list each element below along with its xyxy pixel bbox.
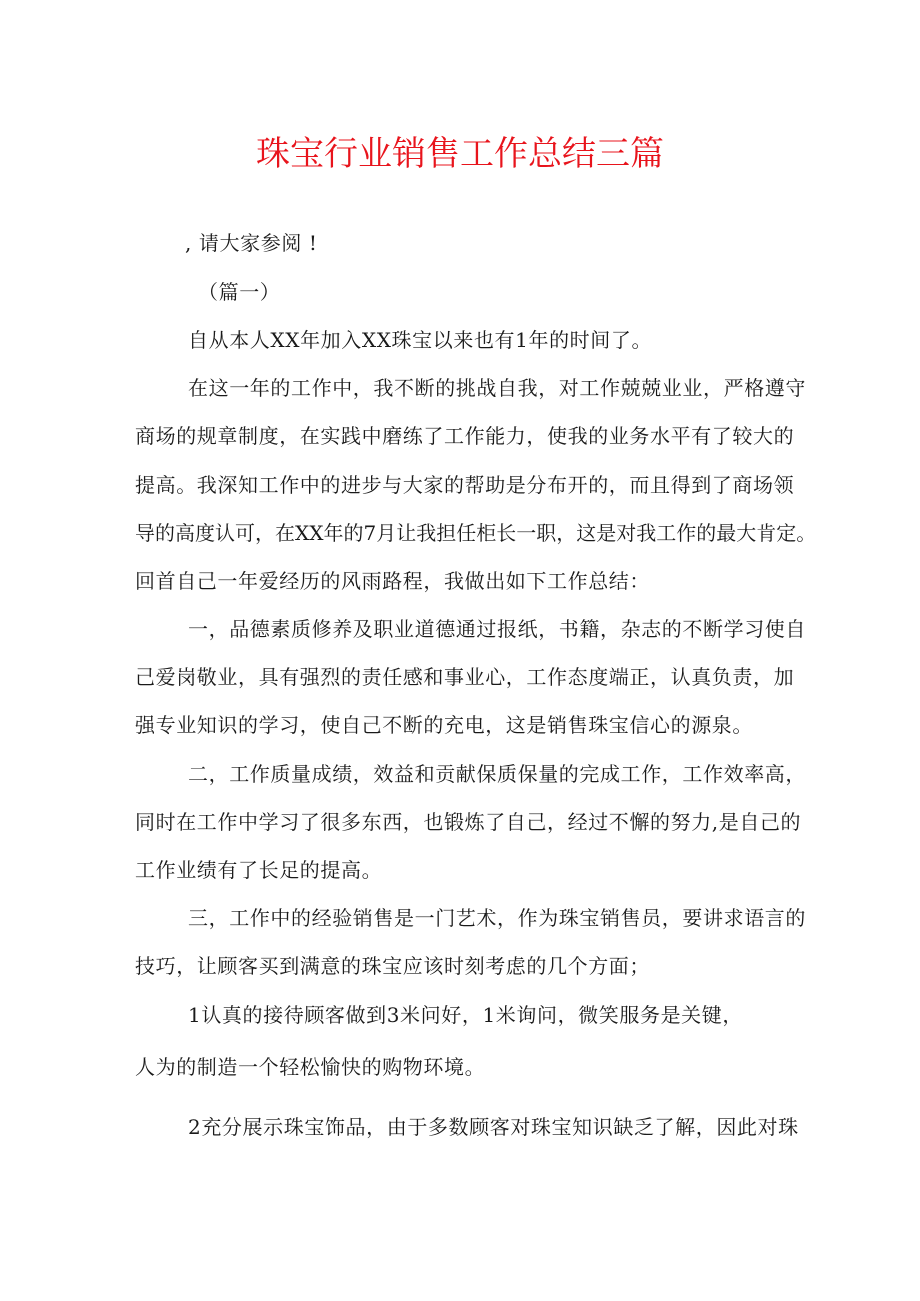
paragraph-line: 技巧，让顾客买到满意的珠宝应该时刻考虑的几个方面；	[135, 954, 650, 978]
paragraph-line: 回首自己一年爱经历的风雨路程，我做出如下工作总结：	[135, 569, 650, 593]
paragraph-line: 强专业知识的学习，使自己不断的充电，这是销售珠宝信心的源泉。	[135, 713, 753, 737]
paragraph-line: 己爱岗敬业，具有强烈的责任感和事业心，工作态度端正，认真负责，加	[135, 665, 795, 689]
paragraph-line: 同时在工作中学习了很多东西，也锻炼了自己，经过不懈的努力,是自己的	[135, 810, 802, 834]
document-title: 珠宝行业销售工作总结三篇	[256, 134, 664, 174]
paragraph-line: 三，工作中的经验销售是一门艺术，作为珠宝销售员，要讲求语言的	[188, 906, 806, 930]
paragraph-line: 二，工作质量成绩，效益和贡献保质保量的完成工作，工作效率高，	[188, 762, 806, 786]
paragraph-line: 在这一年的工作中，我不断的挑战自我，对工作兢兢业业，严格遵守	[188, 376, 806, 400]
paragraph-line: 人为的制造一个轻松愉快的购物环境。	[135, 1055, 486, 1079]
intro-line: , 请大家参阅 !	[185, 231, 318, 255]
section-label: （篇一）	[198, 280, 281, 304]
paragraph-line: 提高。我深知工作中的进步与大家的帮助是分布开的，而且得到了商场领	[135, 473, 795, 497]
paragraph-line: 商场的规章制度，在实践中磨练了工作能力，使我的业务水平有了较大的	[135, 424, 795, 448]
paragraph-line: 2充分展示珠宝饰品，由于多数顾客对珠宝知识缺乏了解，因此对珠	[188, 1115, 799, 1139]
paragraph-line: 自从本人XX年加入XX珠宝以来也有1年的时间了。	[188, 328, 653, 352]
paragraph-line: 1认真的接待顾客做到3米问好，1米询问，微笑服务是关键，	[188, 1003, 743, 1027]
paragraph-line: 一，品德素质修养及职业道德通过报纸，书籍，杂志的不断学习使自	[188, 617, 806, 641]
paragraph-line: 导的高度认可，在XX年的7月让我担任柜长一职，这是对我工作的最大肯定。	[135, 521, 817, 545]
paragraph-line: 工作业绩有了长足的提高。	[135, 858, 383, 882]
